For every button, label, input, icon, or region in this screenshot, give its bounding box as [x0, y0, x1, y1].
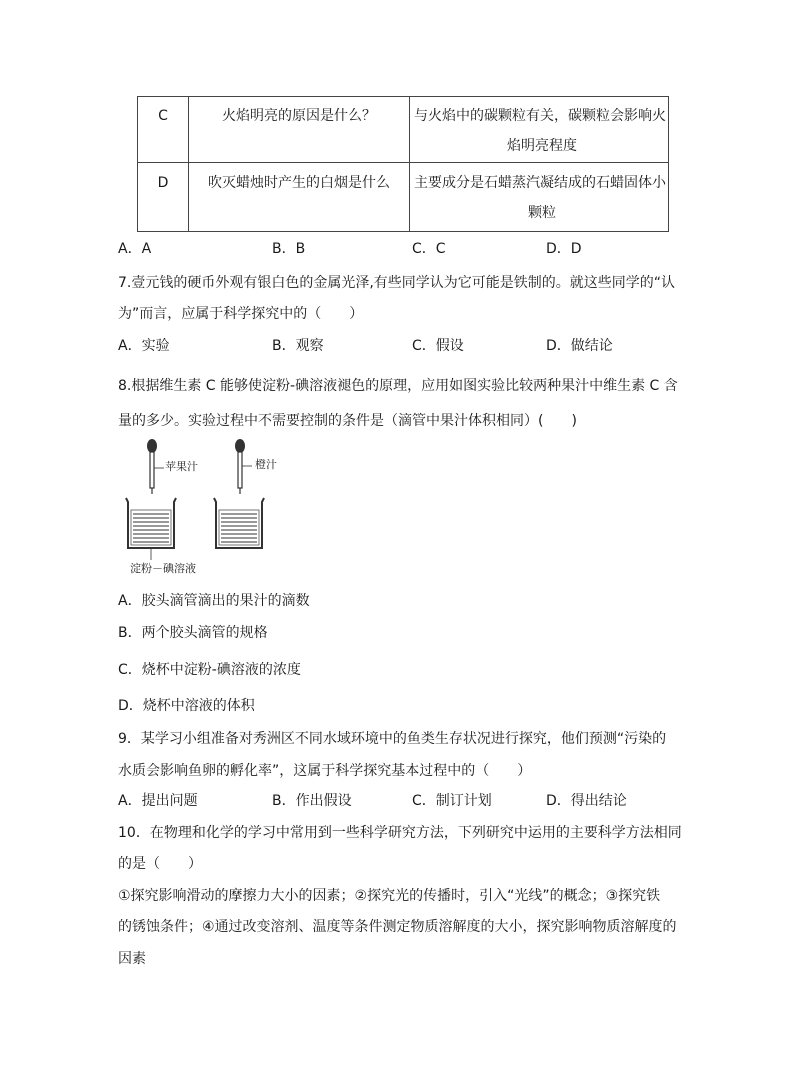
experiment-figure	[118, 438, 298, 578]
q6-option-d: D．D	[546, 241, 582, 257]
q8-option-c: C．烧杯中淀粉-碘溶液的浓度	[118, 662, 301, 678]
q7-option-b: B．观察	[272, 338, 324, 354]
q6-option-a: A．A	[118, 241, 152, 257]
label-starch-iodine: 淀粉－碘溶液	[130, 562, 196, 575]
q7-stem-line: 7.壹元钱的硬币外观有银白色的金属光泽,有些同学认为它可能是铁制的。就这些同学的“认	[118, 275, 676, 291]
q9-option-a: A．提出问题	[118, 793, 198, 809]
table-cell-answer: 焰明亮程度	[507, 138, 577, 154]
table-divider	[138, 162, 668, 163]
q8-stem-line: 8.根据维生素 C 能够使淀粉-碘溶液褪色的原理，应用如图实验比较两种果汁中维生素 C 含	[118, 378, 678, 394]
q7-option-c: C．假设	[412, 338, 464, 354]
q6-option-b: B．B	[272, 241, 306, 257]
table-cell-question: 火焰明亮的原因是什么？	[222, 108, 376, 124]
q10-stem-line: 10．在物理和化学的学习中常用到一些科学研究方法，下列研究中运用的主要科学方法相同	[118, 825, 682, 841]
table-divider	[409, 97, 410, 231]
q8-option-d: D．烧杯中溶液的体积	[118, 698, 255, 714]
q10-stem-line: 因素	[118, 951, 146, 967]
table-cell-label: C	[158, 108, 168, 124]
table-cell-answer: 颗粒	[528, 205, 556, 221]
table-cell-label: D	[157, 175, 169, 191]
q7-option-a: A．实验	[118, 338, 170, 354]
table-cell-answer: 主要成分是石蜡蒸汽凝结成的石蜡固体小	[414, 175, 666, 191]
q10-stem-line: 的锈蚀条件；④通过改变溶剂、温度等条件测定物质溶解度的大小，探究影响物质溶解度的	[118, 919, 677, 935]
q6-option-c: C．C	[412, 241, 446, 257]
question-table	[137, 96, 669, 232]
label-orange-juice: 橙汁	[255, 458, 277, 471]
q9-option-c: C．制订计划	[412, 793, 492, 809]
q8-stem-line: 量的多少。实验过程中不需要控制的条件是（滴管中果汁体积相同）( )	[118, 413, 577, 429]
dropper-orange	[235, 439, 252, 494]
q7-option-d: D．做结论	[546, 338, 613, 354]
beaker-right	[214, 498, 264, 548]
q10-stem-line: ①探究影响滑动的摩擦力大小的因素；②探究光的传播时，引入“光线”的概念；③探究铁	[118, 888, 661, 904]
q8-option-a: A．胶头滴管滴出的果汁的滴数	[118, 593, 310, 609]
table-cell-answer: 与火焰中的碳颗粒有关，碳颗粒会影响火	[414, 108, 666, 124]
dropper-apple	[147, 439, 164, 494]
q9-option-d: D．得出结论	[546, 793, 627, 809]
table-cell-question: 吹灭蜡烛时产生的白烟是什么	[208, 175, 390, 191]
beaker-left	[126, 498, 176, 560]
q9-stem-line: 9．某学习小组准备对秀洲区不同水域环境中的鱼类生存状况进行探究，他们预测“污染的	[118, 731, 667, 747]
q10-stem-line: 的是（ ）	[118, 856, 202, 872]
q9-option-b: B．作出假设	[272, 793, 352, 809]
q9-stem-line: 水质会影响鱼卵的孵化率”，这属于科学探究基本过程中的（ ）	[118, 763, 532, 779]
label-apple-juice: 苹果汁	[165, 460, 198, 473]
q7-stem-line: 为”而言，应属于科学探究中的（ ）	[118, 306, 364, 322]
q8-option-b: B．两个胶头滴管的规格	[118, 625, 268, 641]
